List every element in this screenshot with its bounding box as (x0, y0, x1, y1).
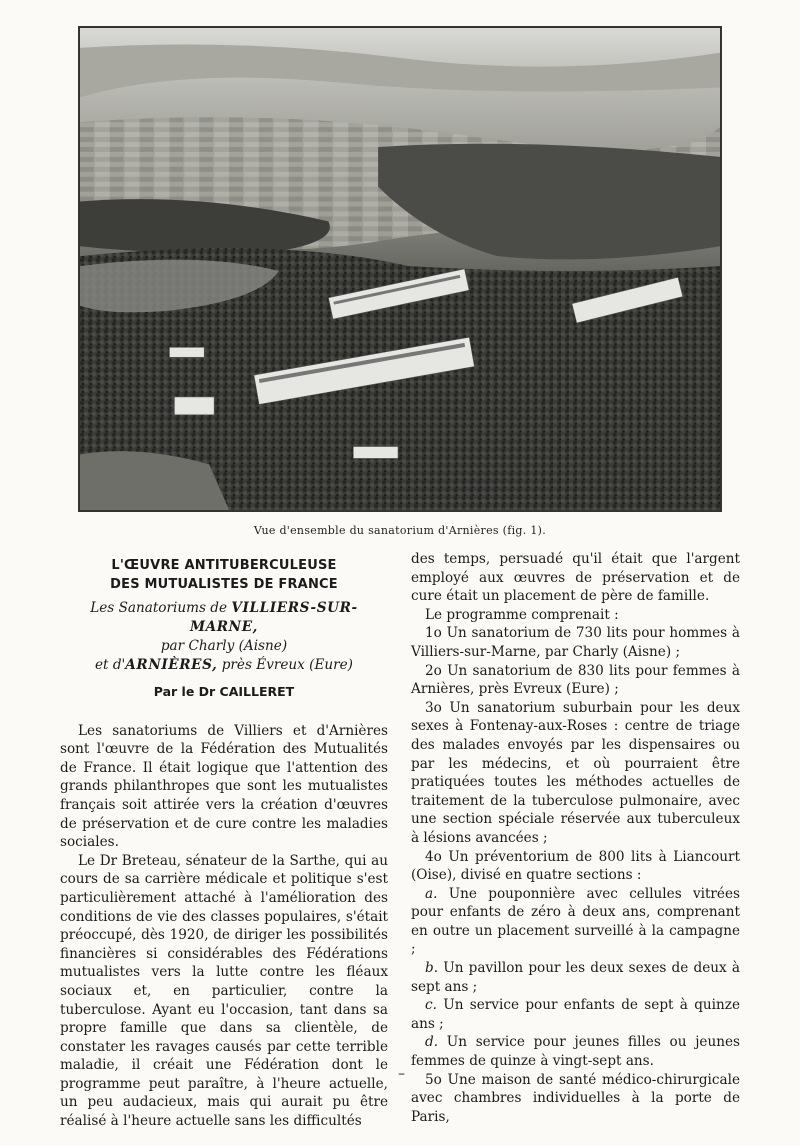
right-column (411, 550, 740, 1126)
paragraph-2: Le Dr Breteau, sénateur de la Sarthe, qui au cours de sa carrière médicale et politique s'est particulièrement attaché à l'amélioration des conditions de vie des classes populaires, s'était préoccupé, dès 1920, de diriger les possibilités financières si considérables des Fédérations mutualistes vers la lutte contre les fléaux sociaux et, en particulier, contre la tuberculose. Ayant eu l'occasion, tant dans sa propre famille que dans sa clientèle, de constater les ravages causés par cette terrible maladie, il créait une Fédération dont le programme peut paraître, à l'heure actuelle, un peu audacieux, mais qui aurait pu être réalisé à l'heure actuelle sans les difficultés (60, 852, 388, 1130)
section-c (411, 996, 740, 1033)
left-column (60, 556, 388, 1131)
program-item-5: 5o Une maison de santé médico-chirurgicale avec chambres individuelles à la porte de Paris, (411, 1071, 740, 1125)
article-title (60, 556, 388, 594)
section-a-text: Une pouponnière avec cellules vitrées pour enfants de zéro à deux ans, comprenant en outre un placement surveillé à la campagne ; (411, 885, 740, 958)
section-d (411, 1033, 740, 1070)
section-c-text: Un service pour enfants de sept à quinze ans ; (411, 997, 740, 1032)
subtitle-line-2: par Charly (Aisne) (160, 638, 288, 654)
program-item-3: 3o Un sanatorium suburbain pour les deux sexes à Fontenay-aux-Roses : centre de triage des malades envoyés par les dispensaires ou par les médecins, et où pourraient être pratiquées toutes les méthodes actuelles de traitement de la tuberculose pulmonaire, avec une section spéciale réservée aux tuberculeux à lésions avancées ; (411, 699, 740, 846)
subtitle-pre-3: et d' (95, 657, 126, 673)
program-item-2: 2o Un sanatorium de 830 lits pour femmes à Arnières, près Evreux (Eure) ; (411, 662, 740, 698)
subtitle-place-villiers: VILLIERS-SUR-MARNE, (189, 600, 358, 635)
figure-caption: Vue d'ensemble du sanatorium d'Arnières (fig. 1). (253, 524, 547, 537)
program-item-1: 1o Un sanatorium de 730 lits pour hommes à Villiers-sur-Marne, par Charly (Aisne) ; (411, 625, 740, 660)
paragraph-3: des temps, persuadé qu'il était que l'argent employé aux œuvres de préservation et de cure était un placement de père de famille. (411, 551, 740, 605)
article-subtitle (60, 599, 388, 675)
aerial-photo (78, 26, 722, 512)
title-line-2: DES MUTUALISTES DE FRANCE (110, 577, 338, 592)
paragraph-1: Les sanatoriums de Villiers et d'Arnières sont l'œuvre de la Fédération des Mutualités de France. Il était logique que l'attention des grands philanthropes que sont les mutualistes français soit attirée vers la création d'œuvres de préservation et de cure contre les maladies sociales. (60, 722, 388, 851)
author-byline: Par le Dr CAILLERET (153, 684, 295, 699)
subtitle-post-3: près Évreux (Eure) (217, 657, 353, 673)
section-d-letter: d. (425, 1034, 439, 1051)
paragraph-4: Le programme comprenait : (425, 606, 619, 623)
section-c-letter: c. (425, 997, 437, 1014)
subtitle-place-arnieres: ARNIÈRES, (125, 657, 218, 673)
aerial-photo-drawing (80, 28, 720, 510)
section-a (411, 885, 740, 959)
section-b (411, 959, 740, 996)
section-b-text: Un pavillon pour les deux sexes de deux à sept ans ; (411, 960, 740, 995)
title-line-1: L'ŒUVRE ANTITUBERCULEUSE (111, 558, 337, 573)
section-d-text: Un service pour jeunes filles ou jeunes femmes de quinze à vingt-sept ans. (411, 1034, 740, 1070)
section-a-letter: a. (425, 885, 438, 902)
program-item-4: 4o Un préventorium de 800 lits à Liancourt (Oise), divisé en quatre sections : (411, 848, 740, 884)
subtitle-pre-1: Les Sanatoriums de (90, 600, 232, 616)
section-b-letter: b. (425, 960, 439, 977)
page-footer-mark: – (398, 1066, 405, 1082)
